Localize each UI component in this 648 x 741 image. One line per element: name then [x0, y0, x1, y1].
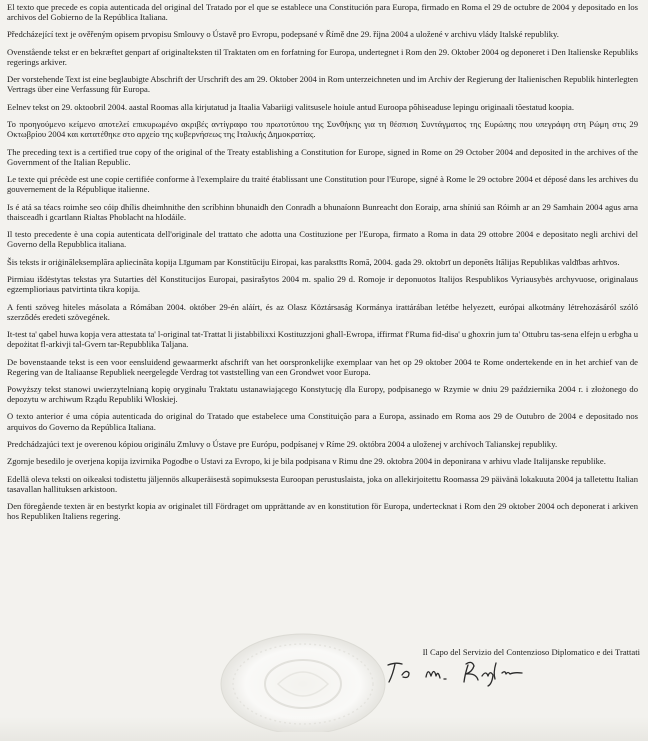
paragraph-slovak: Predchádzajúci text je overenou kópiou originálu Zmluvy o Ústave pre Európu, podpísanej v Ríme 29. októbra 2004 a uloženej v archívoch Talianskej republiky.: [7, 438, 558, 449]
signatory-title: Il Capo del Servizio del Contenzioso Diplomatico e dei Trattati: [422, 647, 640, 657]
scan-edge-shade: [0, 717, 648, 741]
paragraph-finnish: Edellä oleva teksti on oikeaksi todistettu jäljennös alkuperäisestä sopimuksesta Euroopan perustuslaista, joka on allekirjoitettu Roomassa 29 päivänä lokakuuta 2004 ja talletettu Italian tasavallan hallituksen arkistoon.: [7, 473, 638, 494]
paragraph-swedish: Den föregående texten är en bestyrkt kopia av originalet till Fördraget om upprättande av en konstitution för Europa, undertecknat i Rom den 29 oktober 2004 och deponerat i arkiven hos Republiken Italiens regering.: [7, 501, 638, 522]
paragraph-french: Le texte qui précède est une copie certifiée conforme à l'exemplaire du traité établissant une Constitution pour l'Europe, signé à Rome le 29 octobre 2004 et déposé dans les archives du gouvernement de la République italienne.: [7, 174, 638, 195]
paragraph-dutch: De bovenstaande tekst is een voor eensluidend gewaarmerkt afschrift van het oorspronkelijke exemplaar van het op 29 oktober 2004 te Rome ondertekende en in het archief van de Regering van de Italiaanse Republiek neergelegde Verdrag tot vaststelling van een Grondwet voor Europa.: [7, 356, 638, 377]
paragraph-danish: Ovenstående tekst er en bekræftet genpart af originalteksten til Traktaten om en forfatning for Europa, undertegnet i Rom den 29. Oktober 2004 og deponeret i Den Italienske Republiks regerings arkiver.: [7, 46, 638, 67]
paragraph-portuguese: O texto anterior é uma cópia autenticada do original do Tratado que estabelece uma Constituição para a Europa, assinado em Roma aos 29 de Outubro de 2004 e depositado nos arquivos do Governo da República Italiana.: [7, 411, 638, 432]
paragraph-english: The preceding text is a certified true copy of the original of the Treaty establishing a Constitution for Europe, signed in Rome on 29 October 2004 and deposited in the archives of the Government of the Italian Republic.: [7, 146, 638, 167]
paragraph-greek: Το προηγούμενο κείμενο αποτελεί επικυρωμένο ακριβές αντίγραφο του πρωτοτύπου της Συνθήκης για τη θέσπιση Συντάγματος της Ευρώπης που υπεγράφη στη Ρώμη στις 29 Οκτωβρίου 2004 και κατατέθηκε στο αρχείο της κυβερνήσεως της Ιταλικής Δημοκρατίας.: [7, 119, 638, 140]
handwritten-signature: [382, 655, 552, 689]
paragraph-german: Der vorstehende Text ist eine beglaubigte Abschrift der Urschrift des am 29. Oktober 2004 in Rom unterzeichneten und im Archiv der Regierung der Italienischen Republik hinterlegten Vertrags über eine Verfassung für Europa.: [7, 74, 638, 95]
paragraph-italian: Il testo precedente è una copia autenticata dell'originale del trattato che adotta una Costituzione per l'Europa, firmato a Roma in data 29 ottobre 2004 e depositato negli archivi del Governo della Repubblica italiana.: [7, 229, 638, 250]
paragraph-latvian: Šis teksts ir oriģināleksemplāra apliecināta kopija Līgumam par Konstitūciju Eiropai, kas parakstīts Romā, 2004. gada 29. oktobrī un deponēts Itālijas Republikas valdības arhīvos.: [7, 256, 620, 267]
paragraph-lithuanian: Pirmiau išdėstytas tekstas yra Sutarties dėl Konstitucijos Europai, pasirašytos 2004 m. spalio 29 d. Romoje ir deponuotos Italijos Respublikos Vyriausybės archyvuose, originalaus egzemplioriaus patvirtinta tikra kopija.: [7, 274, 638, 295]
paragraph-irish: Is é atá sa téacs roimhe seo cóip dhílis dheimhnithe den scríbhinn bhunaidh den Conradh a bhunaíonn Bunreacht don Eoraip, arna shíniú san Róimh ar an 29 Samhain 2004 agus arna thaisceadh i gcartlann Rialtas Phoblacht na hIodáile.: [7, 201, 638, 222]
paragraph-maltese: It-test ta' qabel huwa kopja vera attestata ta' l-original tat-Trattat li jistabbilixxi Kostituzzjoni għall-Ewropa, iffirmat f'Ruma fid-disa' u għoxrin jum ta' Ottubru tas-sena elfejn u erbgħa u depożitat fl-arkivji tal-Gvern tar-Repubblika Taljana.: [7, 329, 638, 350]
paragraph-spanish: El texto que precede es copia autenticada del original del Tratado por el que se establece una Constitución para Europa, firmado en Roma el 29 de octubre de 2004 y depositado en los archivos del Gobierno de la República Italiana.: [7, 2, 638, 23]
paragraph-czech: Předcházející text je ověřeným opisem prvopisu Smlouvy o Ústavě pro Evropu, podepsané v Římě dne 29. října 2004 a uložené v archivu vlády Italské republiky.: [7, 29, 559, 40]
paragraph-hungarian: A fenti szöveg hiteles másolata a Rómában 2004. október 29-én aláírt, és az Olasz Köztársaság Kormánya irattárában letétbe helyezett, európai alkotmány létrehozásáról szóló szerződés eredeti szövegének.: [7, 301, 638, 322]
paragraph-estonian: Eelnev tekst on 29. oktoobril 2004. aastal Roomas alla kirjutatud ja Itaalia Vabariigi valitsusele hoiule antud Euroopa põhiseaduse lepingu originaali tõestatud koopia.: [7, 101, 574, 112]
paragraph-polish: Powyższy tekst stanowi uwierzytelnianą kopię oryginału Traktatu ustanawiającego Konstytucję dla Europy, podpisanego w Rzymie w dniu 29 października 2004 r. i złożonego do depozytu w archiwum Rządu Republiki Włoskiej.: [7, 383, 638, 405]
paragraph-slovenian: Zgornje besedilo je overjena kopija izvirnika Pogodbe o Ustavi za Evropo, ki je bila podpisana v Rimu dne 29. oktobra 2004 in deponirana v arhivu vlade Italijanske republike.: [7, 456, 606, 467]
